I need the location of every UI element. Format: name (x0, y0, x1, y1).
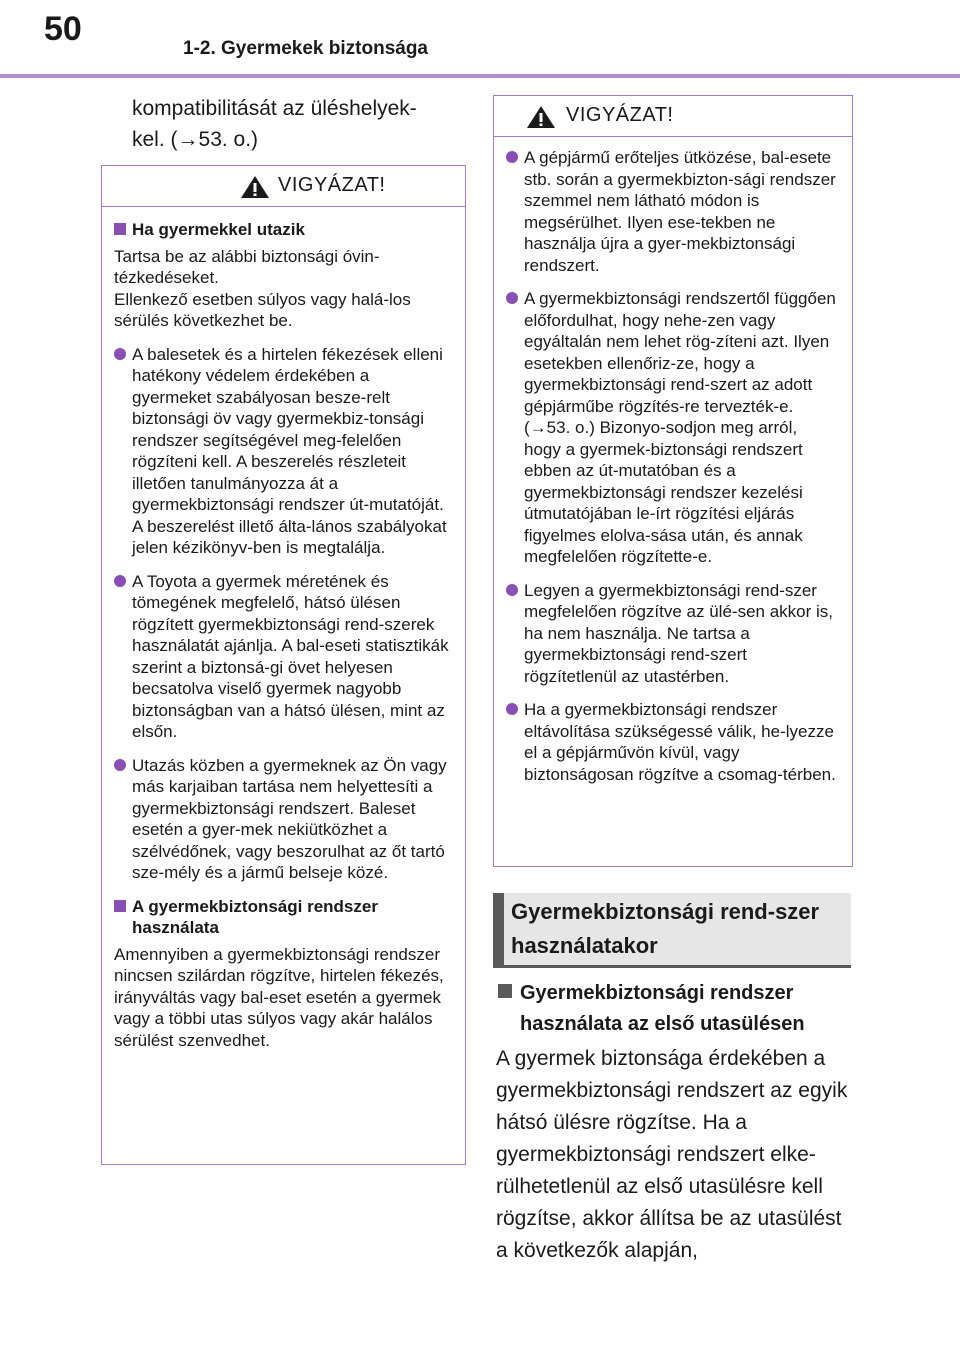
intro-line-1: kompatibilitását az üléshelyek- (132, 97, 417, 120)
warning-box-right (493, 95, 853, 867)
bullet-item: A gépjármű erőteljes ütközése, bal-esete stb. során a gyermekbizton-sági rendszer szemmel nem látható módon is megsérülhet. Ilyen ese-tekben ne használja újra a gyer-mekbiztonsági rendszert. (506, 147, 838, 276)
warning-title: VIGYÁZAT! (278, 174, 386, 196)
section-title: 1-2. Gyermekek biztonsága (183, 38, 428, 59)
usage-body: A gyermek biztonsága érdekében a gyermekbiztonsági rendszert az egyik hátsó ülésre rögzítse. Ha a gyermekbiztonsági rendszert elke-rülhetetlenül az első utasülésre kell rögzítse, akkor állítsa be az utasülést a következők alapján, (496, 1047, 848, 1262)
warning-title: VIGYÁZAT! (566, 104, 674, 126)
bullet-item: Utazás közben a gyermeknek az Ön vagy más karjaiban tartása nem helyettesíti a gyermekbiztonsági rendszert. Baleset esetén a gyer-mek nekiütközhet a szélvédőnek, vagy beszorulhat az őt tartó sze-mély és a jármű belseje közé. (114, 755, 451, 884)
page-header (0, 0, 960, 78)
subsection-title: Gyermekbiztonsági rend-szer használatakor (511, 899, 820, 958)
intro-line-2 (132, 124, 462, 155)
square-bullet-icon (498, 984, 512, 998)
paragraph: Tartsa be az alábbi biztonsági óvin-tézkedéseket. (114, 246, 380, 287)
usage-heading-text: Gyermekbiztonsági rendszer használata az első utasülésen (520, 982, 805, 1035)
warning-triangle-icon (240, 175, 270, 199)
usage-heading (498, 978, 853, 1040)
warning-body (494, 137, 852, 795)
warning-triangle-icon (526, 105, 556, 129)
bullet-item: Ha a gyermekbiztonsági rendszer eltávolítása szükségessé válik, he-lyezze el a gépjárművön kívül, vagy biztonságosan rögzítve a csomag-térben. (506, 699, 838, 785)
warning-header (494, 96, 852, 137)
bullet-item: A balesetek és a hirtelen fékezések elleni hatékony védelem érdekében a gyermeket szabályosan besze-relt biztonsági öv vagy gyermekbiz-tonsági rendszer segítségével meg-felelően rögzíteni kell. A beszerelés részleteit illetően tanulmányozza át a gyermekbiztonsági rendszer út-mutatóját. A beszerelést illető álta-lános szabályokat jelen kézikönyv-ben is megtalálja. (114, 344, 451, 559)
intro-page-ref[interactable]: 53. o.) (198, 128, 259, 151)
warning-header (102, 166, 465, 207)
bullet-item: Legyen a gyermekbiztonsági rend-szer megfelelően rögzítve az ülé-sen akkor is, ha nem használja. Ne tartsa a gyermekbiztonsági rend-szert rögzítetlenül az utastérben. (506, 580, 838, 688)
page-number: 50 (44, 10, 82, 48)
bullet-item: A Toyota a gyermek méretének és tömegének megfelelő, hátsó ülésen rögzített gyermekbiztonsági rend-szerek használatát ajánlja. A bal-eseti statisztikák szerint a biztonsá-gi övet helyesen becsatolva viselő gyermek nagyobb biztonságban van a hátsó ülésen, mint az elsőn. (114, 571, 451, 743)
warning-box-left (101, 165, 466, 1165)
header-divider (0, 74, 960, 78)
subsection-heading-box (493, 893, 851, 968)
paragraph: Ellenkező esetben súlyos vagy halá-los sérülés következhet be. (114, 289, 411, 330)
intro-text (132, 93, 462, 155)
warning-body (102, 207, 465, 1061)
square-heading: A gyermekbiztonsági rendszer használata (114, 896, 451, 939)
bullet-item: A gyermekbiztonsági rendszertől függően előfordulhat, hogy nehe-zen vagy egyáltalán nem lehet rög-zíteni azt. Ilyen esetekben ellenőriz-ze, hogy a gyermekbiztonsági rend-szert az adott gépjárműbe rögzítés-re tervezték-e. (→53. o.) Bizonyo-sodjon meg arról, hogy a gyermek-biztonsági rendszert ebben az út-mutatóban és a gyermekbiztonsági rendszer kezelési útmutatójában le-írt rögzítési eljárás figyelmes elolva-sása után, és annak megfelelően rögzítette-e. (506, 288, 838, 568)
intro-line-2-pre: kel. ( (132, 128, 178, 151)
paragraph: Amennyiben a gyermekbiztonsági rendszer nincsen szilárdan rögzítve, hirtelen fékezés, irányváltás vagy bal-eset esetén a gyermek vagy a többi utas súlyos vagy akár halálos sérülést szenvedhet. (114, 944, 444, 1050)
arrow-icon: → (177, 128, 199, 151)
square-heading: Ha gyermekkel utazik (114, 219, 451, 241)
